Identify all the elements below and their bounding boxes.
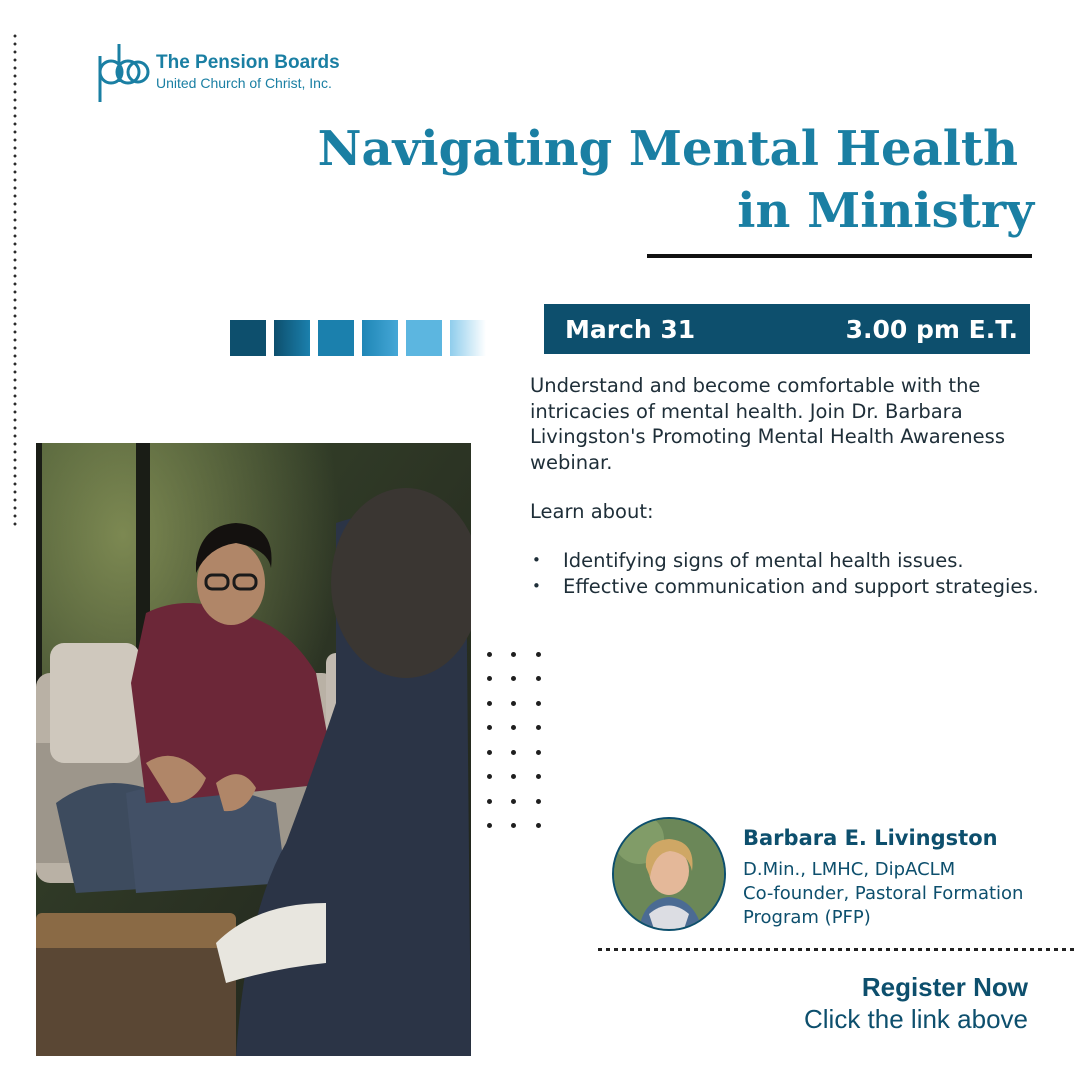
speaker-credentials: D.Min., LMHC, DipACLM — [743, 859, 956, 880]
title-line-2: in Ministry — [737, 183, 1034, 239]
title-line-1: Navigating Mental Health — [317, 121, 1018, 177]
decorative-squares — [230, 320, 486, 356]
speaker-portrait — [614, 819, 724, 929]
photo-illustration — [36, 443, 471, 1056]
decorative-dot-grid — [484, 645, 546, 835]
dashed-divider — [598, 948, 1078, 951]
event-time: 3.00 pm E.T. — [845, 314, 1018, 344]
list-item: • Identifying signs of mental health issues. — [530, 548, 1060, 574]
click-link-text[interactable]: Click the link above — [804, 1004, 1028, 1034]
title-underline — [647, 254, 1032, 258]
brand-logo[interactable] — [92, 42, 362, 106]
pbo-monogram-icon — [92, 42, 150, 104]
square-5 — [406, 320, 442, 356]
square-2 — [274, 320, 310, 356]
learn-label: Learn about: — [530, 500, 654, 523]
brand-title: The Pension Boards — [156, 52, 340, 73]
register-now-text[interactable]: Register Now — [861, 972, 1028, 1002]
page-title — [274, 118, 1034, 242]
speaker-credentials-block — [743, 858, 1078, 930]
brand-subtitle: United Church of Christ, Inc. — [156, 75, 332, 91]
event-date-banner — [540, 304, 1030, 354]
left-dotted-divider — [13, 32, 17, 528]
square-1 — [230, 320, 266, 356]
speaker-role: Co-founder, Pastoral Formation Program (PFP) — [743, 883, 1024, 928]
square-3 — [318, 320, 354, 356]
list-item: • Effective communication and support strategies. — [530, 574, 1060, 600]
event-description: Understand and become comfortable with the intricacies of mental health. Join Dr. Barbara Livingston's Promoting Mental Health Awareness webinar. — [530, 374, 1005, 474]
register-cta[interactable] — [804, 971, 1028, 1035]
learn-list — [530, 548, 1060, 599]
counseling-session-photo — [36, 443, 471, 1056]
speaker-name: Barbara E. Livingston — [743, 826, 998, 850]
speaker-avatar — [612, 817, 726, 931]
event-date: March 31 — [565, 314, 696, 344]
square-6 — [450, 320, 486, 356]
square-4 — [362, 320, 398, 356]
